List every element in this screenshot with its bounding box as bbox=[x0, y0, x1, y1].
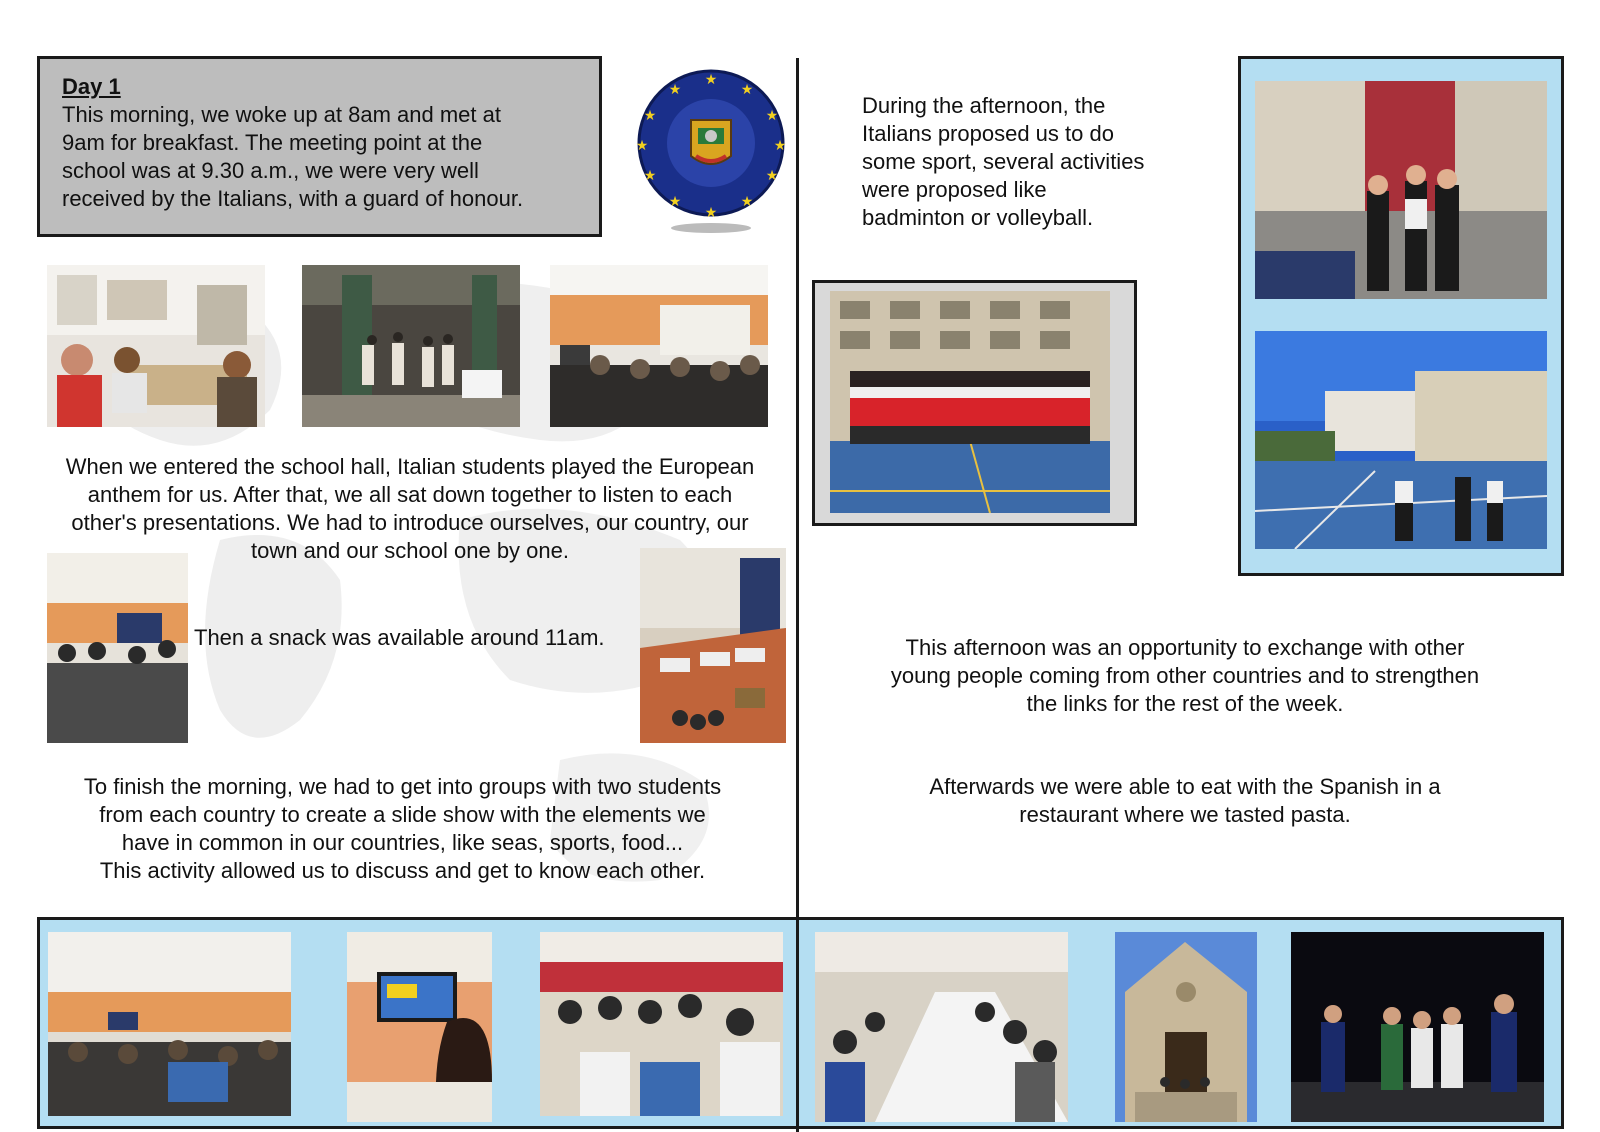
photo-school-hall bbox=[550, 265, 768, 427]
day-intro-box bbox=[37, 56, 602, 237]
svg-text:★: ★ bbox=[765, 108, 779, 124]
paragraph-line: When we entered the school hall, Italian students played the European bbox=[65, 454, 755, 479]
photo-classroom-groups bbox=[48, 932, 291, 1116]
photo-students-working bbox=[540, 932, 783, 1116]
photo-church-facade bbox=[1115, 932, 1257, 1122]
photo-badminton-players bbox=[1255, 81, 1547, 299]
exchange-paragraph bbox=[835, 634, 1535, 718]
svg-text:★: ★ bbox=[704, 205, 718, 221]
paragraph-line: Afterwards we were able to eat with the Spanish in a bbox=[929, 774, 1441, 799]
photo-snack-table bbox=[640, 548, 786, 743]
paragraph-line: town and our school one by one. bbox=[250, 538, 569, 563]
svg-text:★: ★ bbox=[643, 108, 657, 124]
paragraph-line: This afternoon was an opportunity to exchange with other bbox=[905, 635, 1465, 660]
svg-text:★: ★ bbox=[643, 168, 657, 184]
paragraph-line: restaurant where we tasted pasta. bbox=[1019, 802, 1351, 827]
photo-slide-show-screen bbox=[347, 932, 492, 1122]
photo-night-group bbox=[1291, 932, 1544, 1122]
groups-paragraph bbox=[40, 773, 765, 885]
afternoon-paragraph bbox=[862, 92, 1202, 232]
intro-line: This morning, we woke up at 8am and met at bbox=[62, 102, 501, 127]
day-heading: Day 1 bbox=[62, 74, 121, 99]
svg-text:★: ★ bbox=[740, 194, 754, 210]
paragraph-line: have in common in our countries, like seas, sports, food... bbox=[121, 830, 684, 855]
svg-text:★: ★ bbox=[704, 72, 718, 88]
paragraph-line: To finish the morning, we had to get into groups with two students bbox=[83, 774, 722, 799]
paragraph-line: This activity allowed us to discuss and get to know each other. bbox=[99, 858, 706, 883]
sports-photo-frame bbox=[812, 280, 1137, 526]
paragraph-line: the links for the rest of the week. bbox=[1026, 691, 1344, 716]
photo-guard-of-honour bbox=[302, 265, 520, 427]
photo-breakfast bbox=[47, 265, 265, 427]
photo-restaurant-dinner bbox=[815, 932, 1068, 1122]
bottom-photo-strip-right bbox=[799, 917, 1564, 1129]
svg-text:★: ★ bbox=[773, 138, 786, 154]
paragraph-line: other's presentations. We had to introduce ourselves, our country, our bbox=[71, 510, 749, 535]
intro-line: received by the Italians, with a guard of honour. bbox=[62, 186, 524, 211]
paragraph-line: were proposed like bbox=[862, 177, 1047, 202]
photo-presentation-room bbox=[47, 553, 188, 743]
snack-text: Then a snack was available around 11am. bbox=[194, 625, 605, 650]
paragraph-line: badminton or volleyball. bbox=[862, 205, 1094, 230]
paragraph-line: anthem for us. After that, we all sat down together to listen to each bbox=[87, 482, 733, 507]
paragraph-line: some sport, several activities bbox=[862, 149, 1145, 174]
svg-text:★: ★ bbox=[668, 82, 682, 98]
bottom-photo-strip-left bbox=[37, 917, 799, 1129]
paragraph-line: Italians proposed us to do bbox=[862, 121, 1114, 146]
restaurant-paragraph bbox=[835, 773, 1535, 829]
photo-volleyball-court bbox=[1255, 331, 1547, 549]
svg-text:★: ★ bbox=[740, 82, 754, 98]
photo-group-on-court bbox=[830, 291, 1110, 513]
intro-line: school was at 9.30 a.m., we were very well bbox=[62, 158, 479, 183]
intro-line: 9am for breakfast. The meeting point at the bbox=[62, 130, 483, 155]
sports-photos-frame bbox=[1238, 56, 1564, 576]
paragraph-line: from each country to create a slide show with the elements we bbox=[99, 802, 706, 827]
paragraph-line: During the afternoon, the bbox=[862, 93, 1106, 118]
svg-text:★: ★ bbox=[765, 168, 779, 184]
svg-text:★: ★ bbox=[636, 138, 649, 154]
paragraph-line: young people coming from other countries and to strengthen bbox=[890, 663, 1480, 688]
school-emblem-icon bbox=[636, 68, 786, 238]
svg-text:★: ★ bbox=[668, 194, 682, 210]
